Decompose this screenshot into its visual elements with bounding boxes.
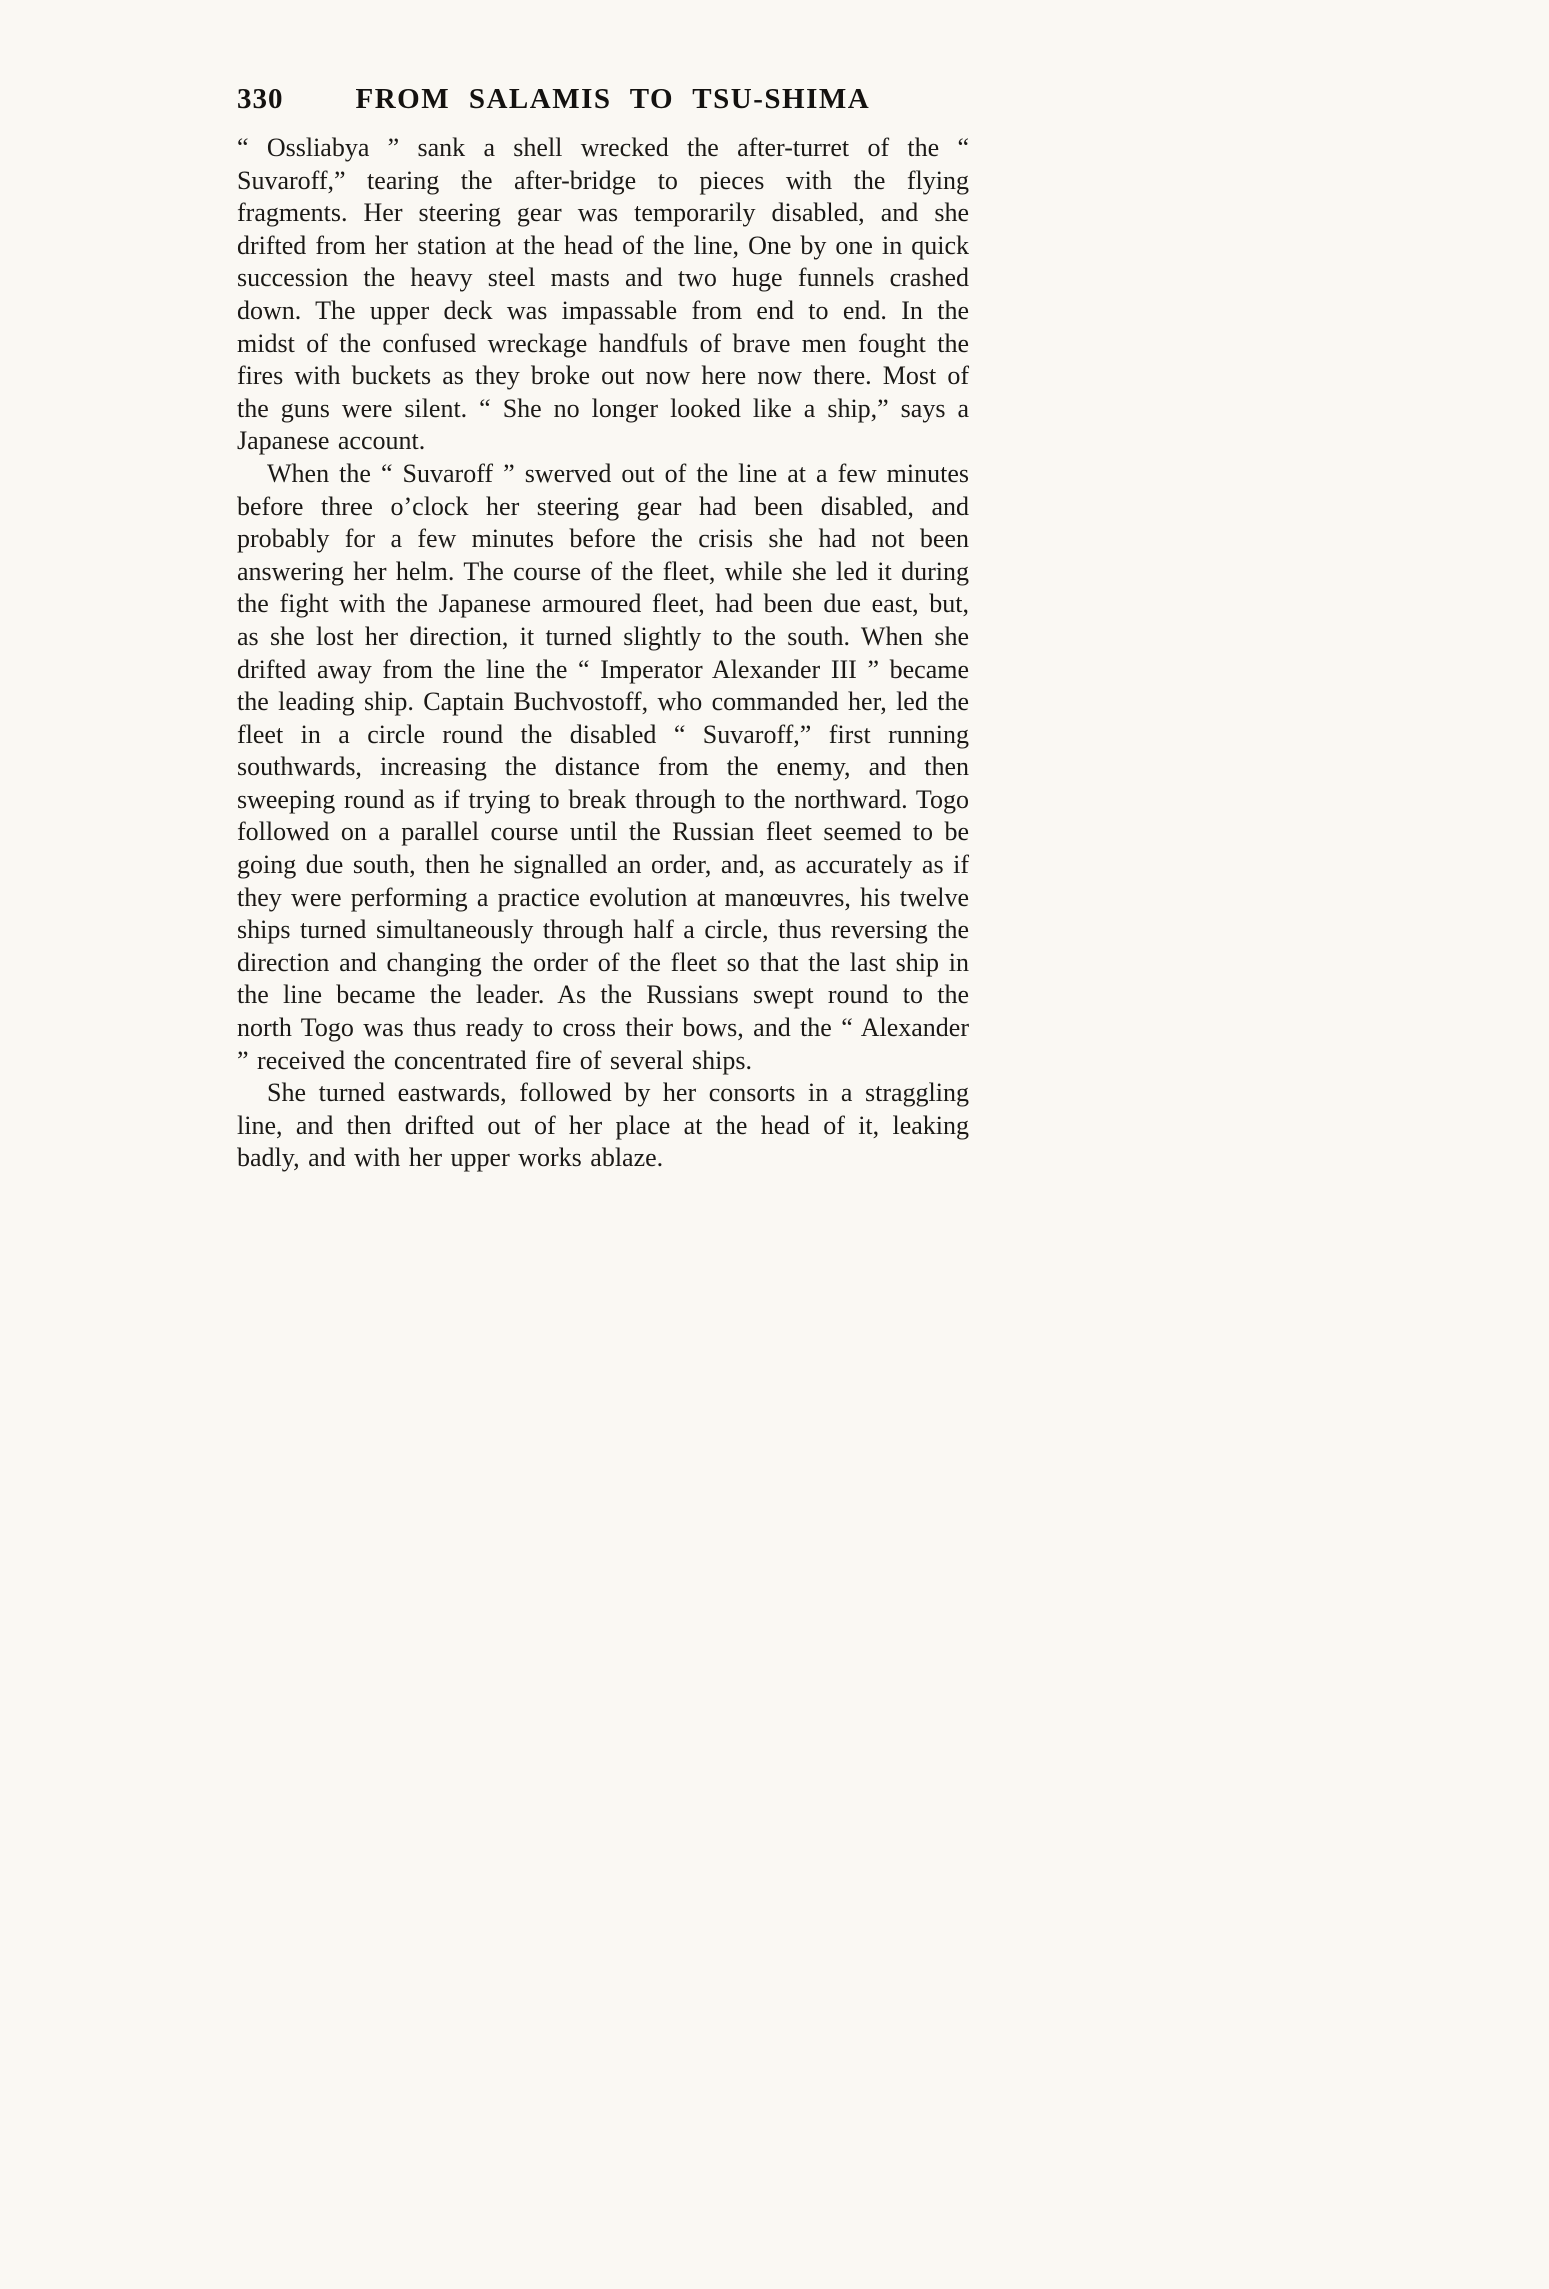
text-block (237, 82, 969, 1175)
paragraph: When the “ Suvaroff ” swerved out of the line at a few minutes before three o’clock her steering gear had been disabled, and probably for a few minutes before the crisis she had not been answering her helm. The course of the fleet, while she led it during the fight with the Japanese armoured fleet, had been due east, but, as she lost her direction, it turned slightly to the south. When she drifted away from the line the “ Imperator Alexander III ” became the leading ship. Captain Buchvostoff, who commanded her, led the fleet in a circle round the disabled “ Suvaroff,” first running southwards, increasing the distance from the enemy, and then sweeping round as if trying to break through to the northward. Togo followed on a parallel course until the Russian fleet seemed to be going due south, then he signalled an order, and, as accurately as if they were performing a practice evolution at manœuvres, his twelve ships turned simultaneously through half a circle, thus reversing the direction and changing the order of the fleet so that the last ship in the line became the leader. As the Russians swept round to the north Togo was thus ready to cross their bows, and the “ Alexander ” received the concentrated fire of several ships. (237, 458, 969, 1075)
running-header (237, 82, 969, 116)
page-number: 330 (237, 83, 284, 115)
paragraph: She turned eastwards, followed by her consorts in a straggling line, and then drifted out of her place at the head of it, leaking badly, and with her upper works ablaze. (237, 1078, 969, 1173)
body-text (237, 132, 969, 1175)
paragraph: “ Ossliabya ” sank a shell wrecked the after-turret of the “ Suvaroff,” tearing the after-bridge to pieces with the flying fragments. Her steering gear was temporarily disabled, and she drifted from her station at the head of the line, One by one in quick succession the heavy steel masts and two huge funnels crashed down. The upper deck was impassable from end to end. In the midst of the confused wreckage handfuls of brave men fought the fires with buckets as they broke out now here now there. Most of the guns were silent. “ She no longer looked like a ship,” says a Japanese account. (237, 133, 969, 456)
page-header-title: FROM SALAMIS TO TSU-SHIMA (355, 83, 871, 115)
